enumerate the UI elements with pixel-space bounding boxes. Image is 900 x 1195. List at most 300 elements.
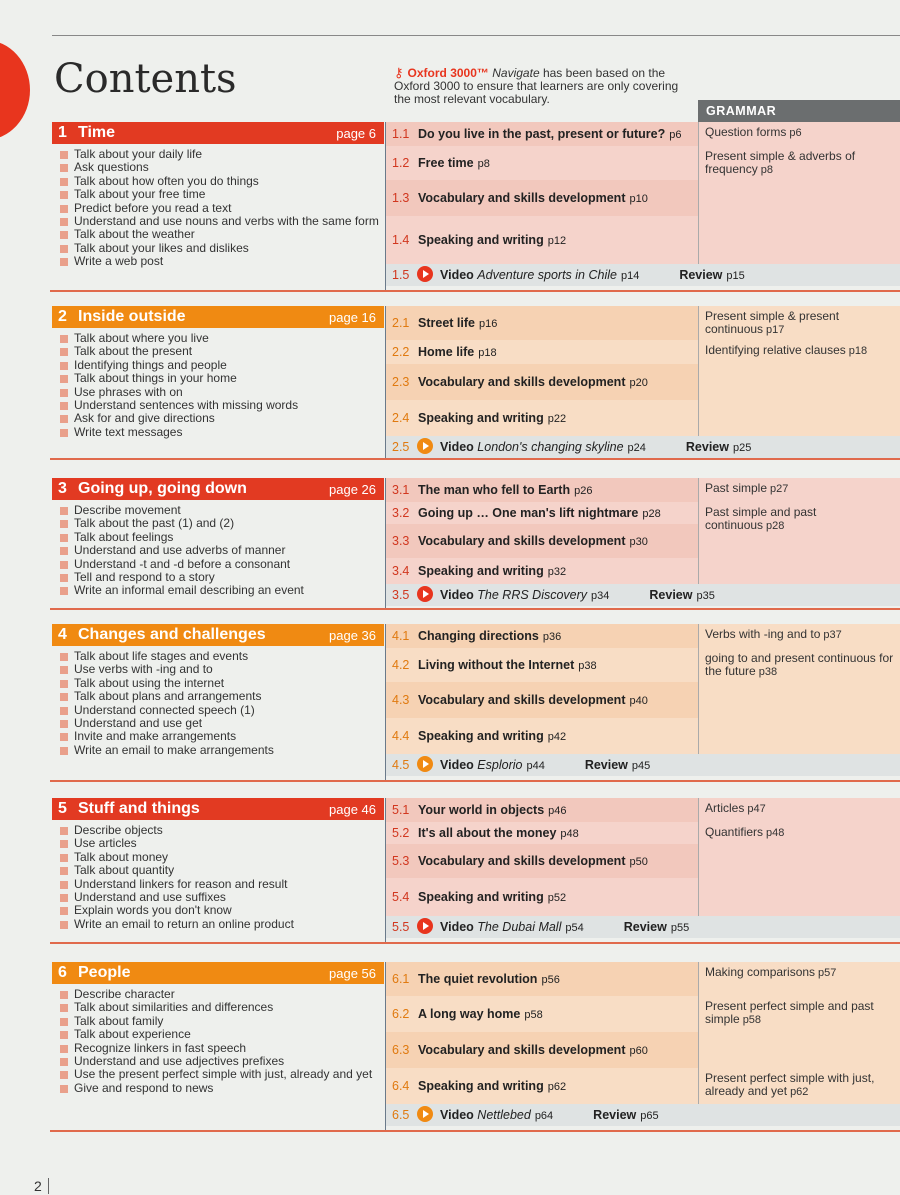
grammar-text: Verbs with -ing and to	[705, 627, 821, 641]
unit-6	[50, 962, 900, 1132]
lesson-page: p50	[629, 855, 648, 868]
unit-number: 6	[58, 964, 67, 981]
goal-item: Talk about the present	[52, 345, 384, 358]
lessons-column	[386, 478, 698, 584]
video-page: p54	[565, 922, 584, 934]
goal-item: Predict before you read a text	[52, 202, 384, 215]
lesson-row[interactable]	[386, 478, 698, 502]
lesson-number: 4.4	[392, 728, 410, 743]
lesson-title	[418, 345, 497, 359]
lesson-title-text: Your world in objects	[418, 802, 545, 817]
lesson-page: p18	[478, 346, 497, 359]
lesson-title-text: Vocabulary and skills development	[418, 374, 626, 389]
video-info	[440, 588, 715, 602]
lesson-number: 2.2	[392, 344, 410, 359]
unit-5	[50, 798, 900, 944]
lesson-page: p26	[574, 484, 593, 497]
lesson-title	[418, 191, 648, 205]
goal-item: Invite and make arrangements	[52, 730, 384, 743]
grammar-item	[705, 802, 896, 816]
lesson-row[interactable]	[386, 962, 698, 996]
grammar-text: Articles	[705, 801, 745, 815]
goal-item: Understand connected speech (1)	[52, 704, 384, 717]
grammar-item	[705, 126, 896, 140]
lessons-column	[386, 306, 698, 436]
unit-name: Changes and challenges	[78, 626, 266, 643]
goal-item: Write an email to make arrangements	[52, 744, 384, 757]
video-lesson-number: 3.5	[392, 588, 410, 602]
video-lesson-number: 2.5	[392, 440, 410, 454]
lesson-row[interactable]	[386, 524, 698, 558]
lesson-title	[418, 127, 682, 141]
grammar-column	[698, 122, 900, 264]
review-page: p35	[696, 590, 715, 602]
grammar-text: Past simple and past continuous	[705, 505, 817, 532]
grammar-page: p27	[770, 483, 789, 495]
lesson-title	[418, 411, 566, 425]
lesson-title-text: The man who fell to Earth	[418, 482, 571, 497]
grammar-page: p38	[758, 666, 778, 678]
grammar-text: Past simple	[705, 481, 768, 495]
goal-item: Talk about plans and arrangements	[52, 690, 384, 703]
video-info	[440, 1108, 659, 1122]
unit-4	[50, 624, 900, 782]
lesson-page: p62	[547, 1080, 567, 1093]
grammar-item	[705, 1072, 896, 1099]
goal-item: Understand linkers for reason and result	[52, 878, 384, 891]
lesson-number: 2.1	[392, 315, 410, 330]
lesson-title-text: Vocabulary and skills development	[418, 692, 626, 707]
lesson-page: p38	[578, 659, 597, 672]
unit-name: Time	[78, 124, 116, 141]
unit-name: Stuff and things	[78, 800, 200, 817]
unit-number: 5	[58, 800, 67, 817]
lesson-title	[418, 534, 648, 548]
grammar-page: p57	[818, 967, 837, 979]
grammar-text: Present perfect simple with just, already and yet	[705, 1071, 875, 1098]
grammar-item	[705, 310, 896, 337]
lesson-page: p36	[542, 630, 562, 643]
goal-item: Understand and use get	[52, 717, 384, 730]
goal-item: Talk about similarities and differences	[52, 1001, 384, 1014]
lesson-row[interactable]	[386, 146, 698, 180]
unit-page[interactable]: page 26	[329, 482, 376, 497]
goal-item: Use articles	[52, 837, 384, 850]
lesson-title-text: It's all about the money	[418, 826, 557, 840]
review-page: p65	[640, 1110, 659, 1122]
lesson-number: 3.1	[392, 482, 410, 497]
lesson-number: 5.3	[392, 853, 410, 868]
review-page: p45	[631, 760, 651, 772]
lesson-row[interactable]	[386, 682, 698, 718]
unit-number: 1	[58, 124, 67, 141]
unit-number: 2	[58, 308, 67, 325]
unit-header[interactable]	[52, 624, 384, 646]
goals-list	[52, 646, 384, 757]
lesson-title	[418, 506, 661, 520]
lesson-title-text: Speaking and writing	[418, 1078, 544, 1093]
lesson-title-text: Vocabulary and skills development	[418, 1042, 626, 1057]
lesson-title-text: Speaking and writing	[418, 728, 544, 743]
grammar-page: p18	[848, 345, 868, 357]
review-page: p15	[726, 270, 745, 282]
goal-item: Talk about money	[52, 851, 384, 864]
goal-item: Use phrases with on	[52, 386, 384, 399]
page-number: 2	[34, 1178, 42, 1194]
goal-item: Talk about how often you do things	[52, 175, 384, 188]
goal-item: Identifying things and people	[52, 359, 384, 372]
lesson-title-text: Speaking and writing	[418, 889, 544, 904]
lesson-title	[418, 658, 597, 672]
video-row[interactable]	[386, 584, 900, 606]
lesson-page: p12	[547, 234, 567, 247]
goal-item: Explain words you don't know	[52, 904, 384, 917]
page-title: Contents	[54, 56, 237, 102]
lesson-row[interactable]	[386, 798, 698, 822]
grammar-item	[705, 1000, 896, 1027]
grammar-page: p6	[789, 127, 802, 139]
grammar-text: Present simple & adverbs of frequency	[705, 149, 856, 176]
lesson-page: p6	[669, 128, 682, 141]
lesson-page: p28	[642, 508, 661, 520]
unit-header[interactable]	[52, 962, 384, 984]
goal-item: Talk about the weather	[52, 228, 384, 241]
video-label: Video	[440, 1108, 474, 1122]
goal-item: Understand and use nouns and verbs with the same form	[52, 215, 384, 228]
oxford-note-text: has been based on the Oxford 3000 to ensure that learners are only covering the most relevant vocabulary.	[394, 66, 679, 106]
grammar-item	[705, 482, 896, 496]
grammar-item	[705, 966, 896, 980]
goal-item: Understand and use adjectives prefixes	[52, 1055, 384, 1068]
lesson-page: p30	[629, 535, 648, 548]
video-label: Video	[440, 268, 474, 282]
goal-item: Talk about family	[52, 1015, 384, 1028]
grammar-page: p28	[766, 520, 785, 532]
lesson-title-text: Free time	[418, 155, 474, 170]
lesson-title-text: Going up … One man's lift nightmare	[418, 506, 639, 520]
grammar-item	[705, 652, 896, 679]
goal-item: Talk about your free time	[52, 188, 384, 201]
video-info	[440, 920, 689, 934]
goal-item: Understand sentences with missing words	[52, 399, 384, 412]
lesson-title	[418, 890, 566, 904]
video-label: Video	[440, 588, 474, 602]
lesson-title-text: Speaking and writing	[418, 232, 544, 247]
lesson-number: 6.2	[392, 1006, 410, 1021]
lesson-page: p52	[547, 891, 567, 904]
unit-header[interactable]	[52, 478, 384, 500]
lesson-title	[418, 1043, 648, 1057]
lesson-page: p16	[478, 317, 498, 330]
lesson-number: 4.1	[392, 628, 410, 643]
lesson-page: p10	[629, 192, 648, 205]
lesson-title	[418, 316, 497, 330]
grammar-page: p37	[823, 629, 842, 641]
grammar-page: p8	[760, 164, 773, 176]
unit-page[interactable]: page 36	[329, 628, 376, 643]
grammar-header: GRAMMAR	[698, 100, 900, 122]
goal-item: Understand -t and -d before a consonant	[52, 558, 384, 571]
video-row[interactable]	[386, 436, 900, 458]
lesson-row[interactable]	[386, 624, 698, 648]
lessons-column	[386, 798, 698, 916]
lesson-row[interactable]	[386, 648, 698, 682]
video-page: p64	[534, 1110, 554, 1122]
grammar-text: going to and present continuous for the future	[705, 651, 894, 678]
goal-item: Talk about your daily life	[52, 148, 384, 161]
play-icon[interactable]	[417, 586, 433, 602]
goal-item: Give and respond to news	[52, 1082, 384, 1095]
grammar-text: Quantifiers	[705, 825, 764, 839]
top-rule	[52, 35, 900, 36]
red-section-tab	[0, 40, 30, 140]
lesson-title-text: Changing directions	[418, 628, 539, 643]
lesson-title-text: A long way home	[418, 1006, 521, 1021]
goals-list	[52, 328, 384, 439]
lesson-title-text: Living without the Internet	[418, 657, 575, 672]
lesson-title	[418, 1079, 566, 1093]
lesson-page: p22	[547, 412, 567, 425]
lesson-row[interactable]	[386, 822, 698, 844]
unit-header[interactable]	[52, 306, 384, 328]
video-title: Adventure sports in Chile	[477, 268, 617, 282]
play-icon[interactable]	[417, 918, 433, 934]
video-title: London's changing skyline	[477, 440, 624, 454]
lesson-number: 4.2	[392, 657, 410, 672]
goal-item: Understand and use suffixes	[52, 891, 384, 904]
goal-item: Talk about quantity	[52, 864, 384, 877]
video-info	[440, 268, 745, 282]
lesson-number: 1.1	[392, 126, 410, 141]
lesson-page: p60	[629, 1044, 648, 1057]
video-label: Video	[440, 440, 474, 454]
unit-header[interactable]	[52, 798, 384, 820]
unit-number: 3	[58, 480, 67, 497]
video-page: p34	[591, 590, 610, 602]
video-lesson-number: 6.5	[392, 1108, 410, 1122]
lesson-title-text: Vocabulary and skills development	[418, 190, 626, 205]
lesson-number: 4.3	[392, 692, 410, 707]
video-row[interactable]	[386, 916, 900, 938]
play-icon[interactable]	[417, 1106, 433, 1122]
lesson-number: 5.4	[392, 889, 410, 904]
goals-list	[52, 984, 384, 1095]
goal-item: Ask for and give directions	[52, 412, 384, 425]
review-label: Review	[685, 440, 729, 454]
grammar-page: p62	[790, 1086, 809, 1098]
lesson-title	[418, 233, 566, 247]
navigate-italic: Navigate	[492, 66, 540, 80]
lesson-title-text: Speaking and writing	[418, 410, 544, 425]
lesson-title	[418, 375, 648, 389]
lesson-row[interactable]	[386, 400, 698, 436]
review-label: Review	[649, 588, 693, 602]
grammar-item	[705, 344, 896, 358]
unit-3	[50, 478, 900, 610]
grammar-text: Present simple & present continuous	[705, 309, 840, 336]
lesson-row[interactable]	[386, 1032, 698, 1068]
goal-item: Use the present perfect simple with just, already and yet	[52, 1068, 384, 1081]
grammar-text: Question forms	[705, 125, 787, 139]
goal-item: Talk about using the internet	[52, 677, 384, 690]
grammar-page: p17	[766, 324, 785, 336]
video-page: p14	[620, 270, 640, 282]
grammar-column	[698, 962, 900, 1104]
grammar-text: Present perfect simple and past simple	[705, 999, 874, 1026]
grammar-column	[698, 306, 900, 436]
grammar-column	[698, 798, 900, 916]
lesson-title-text: Vocabulary and skills development	[418, 853, 626, 868]
play-icon[interactable]	[417, 266, 433, 282]
goal-item: Talk about the past (1) and (2)	[52, 517, 384, 530]
lesson-title	[418, 826, 579, 840]
video-info	[440, 440, 751, 454]
grammar-text: Identifying relative clauses	[705, 343, 846, 357]
unit-2	[50, 306, 900, 460]
goal-item: Ask questions	[52, 161, 384, 174]
lesson-row[interactable]	[386, 122, 698, 146]
review-label: Review	[679, 268, 723, 282]
video-title: Nettlebed	[477, 1108, 531, 1122]
lesson-row[interactable]	[386, 1068, 698, 1104]
lesson-number: 1.4	[392, 232, 410, 247]
lesson-title	[418, 729, 566, 743]
lesson-row[interactable]	[386, 180, 698, 216]
video-page: p44	[526, 760, 545, 772]
goals-list	[52, 144, 384, 269]
lesson-title	[418, 629, 561, 643]
play-icon[interactable]	[417, 438, 433, 454]
key-icon: ⚷	[394, 65, 404, 80]
unit-name: Going up, going down	[78, 480, 247, 497]
lesson-row[interactable]	[386, 718, 698, 754]
lesson-page: p46	[548, 804, 567, 817]
goal-item: Write an email to return an online product	[52, 918, 384, 931]
lesson-row[interactable]	[386, 996, 698, 1032]
video-page: p24	[627, 442, 646, 454]
unit-page[interactable]: page 56	[329, 966, 376, 981]
lesson-title	[418, 156, 490, 170]
lesson-title	[418, 803, 567, 817]
video-label: Video	[440, 920, 474, 934]
unit-header[interactable]	[52, 122, 384, 144]
goal-item: Talk about your likes and dislikes	[52, 242, 384, 255]
lessons-column	[386, 962, 698, 1104]
review-page: p55	[670, 922, 690, 934]
grammar-text: Making comparisons	[705, 965, 816, 979]
lesson-title	[418, 1007, 543, 1021]
lesson-number: 3.3	[392, 533, 410, 548]
goal-item: Talk about life stages and events	[52, 650, 384, 663]
lesson-page: p20	[629, 376, 648, 389]
video-title: The RRS Discovery	[477, 588, 588, 602]
lesson-number: 3.4	[392, 563, 410, 578]
review-label: Review	[593, 1108, 637, 1122]
review-label: Review	[584, 758, 628, 772]
goal-item: Understand and use adverbs of manner	[52, 544, 384, 557]
unit-name: People	[78, 964, 131, 981]
lesson-title	[418, 972, 560, 986]
video-row[interactable]	[386, 1104, 900, 1126]
grammar-page: p47	[747, 803, 766, 815]
video-lesson-number: 1.5	[392, 268, 410, 282]
lesson-page: p40	[629, 694, 648, 707]
lesson-row[interactable]	[386, 364, 698, 400]
lesson-page: p48	[560, 828, 579, 840]
lesson-row[interactable]	[386, 340, 698, 364]
goal-item: Use verbs with -ing and to	[52, 663, 384, 676]
lesson-title-text: Street life	[418, 315, 475, 330]
video-row[interactable]	[386, 754, 900, 776]
goal-item: Write an informal email describing an event	[52, 584, 384, 597]
oxford-note	[394, 66, 694, 106]
lesson-row[interactable]	[386, 216, 698, 264]
lesson-row[interactable]	[386, 844, 698, 878]
lesson-number: 5.1	[392, 802, 410, 817]
video-info	[440, 758, 650, 772]
play-icon[interactable]	[417, 756, 433, 772]
lesson-row[interactable]	[386, 878, 698, 916]
lesson-number: 5.2	[392, 826, 410, 840]
lesson-row[interactable]	[386, 502, 698, 524]
lesson-number: 2.3	[392, 374, 410, 389]
lesson-number: 6.1	[392, 971, 410, 986]
goal-item: Talk about experience	[52, 1028, 384, 1041]
lesson-title	[418, 693, 648, 707]
review-label: Review	[623, 920, 667, 934]
grammar-item	[705, 150, 896, 177]
lesson-page: p32	[547, 565, 567, 578]
grammar-column	[698, 624, 900, 754]
lesson-number: 1.3	[392, 190, 410, 205]
goal-item: Talk about feelings	[52, 531, 384, 544]
unit-page[interactable]: page 16	[329, 310, 376, 325]
lesson-row[interactable]	[386, 558, 698, 584]
lesson-number: 3.2	[392, 506, 410, 520]
lesson-title-text: Home life	[418, 344, 475, 359]
video-lesson-number: 5.5	[392, 920, 410, 934]
grammar-page: p58	[742, 1014, 762, 1026]
goals-list	[52, 500, 384, 598]
lesson-page: p58	[524, 1008, 543, 1021]
video-row[interactable]	[386, 264, 900, 286]
lesson-page: p56	[541, 973, 560, 986]
goal-item: Tell and respond to a story	[52, 571, 384, 584]
unit-1	[50, 122, 900, 292]
unit-page[interactable]: page 46	[329, 802, 376, 817]
goal-item: Describe movement	[52, 504, 384, 517]
goal-item: Talk about things in your home	[52, 372, 384, 385]
grammar-column	[698, 478, 900, 584]
goal-item: Describe character	[52, 988, 384, 1001]
lesson-title-text: Do you live in the past, present or future?	[418, 126, 666, 141]
lesson-row[interactable]	[386, 306, 698, 340]
lesson-title	[418, 564, 566, 578]
lesson-title-text: The quiet revolution	[418, 971, 538, 986]
lesson-number: 1.2	[392, 155, 410, 170]
lesson-title-text: Vocabulary and skills development	[418, 533, 626, 548]
grammar-item	[705, 506, 896, 533]
grammar-item	[705, 826, 896, 840]
unit-page[interactable]: page 6	[336, 126, 376, 141]
unit-name: Inside outside	[78, 308, 186, 325]
footer-divider	[48, 1178, 49, 1194]
lessons-column	[386, 624, 698, 754]
lessons-column	[386, 122, 698, 264]
lesson-number: 6.4	[392, 1078, 410, 1093]
goal-item: Write text messages	[52, 426, 384, 439]
goals-list	[52, 820, 384, 931]
